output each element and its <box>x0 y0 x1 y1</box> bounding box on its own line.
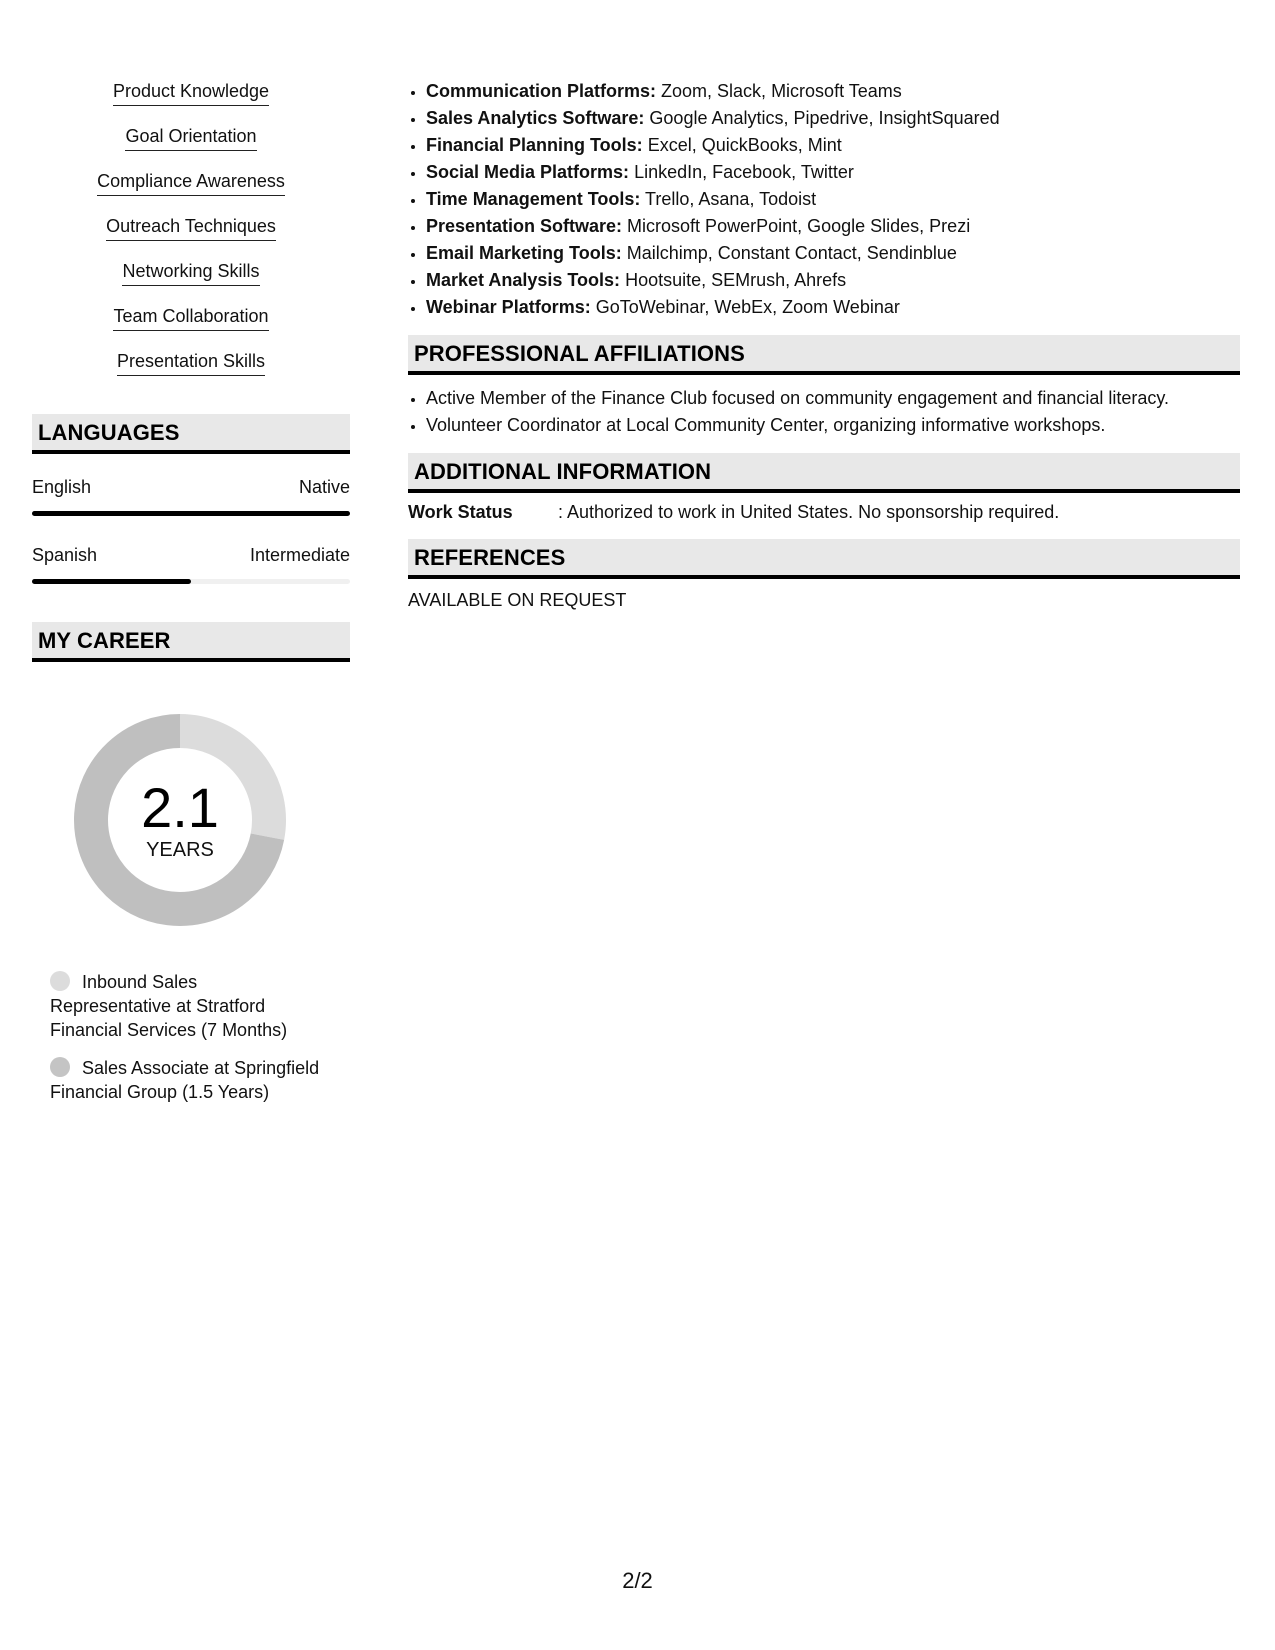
tools-list <box>408 78 1240 321</box>
skill-item <box>32 125 350 170</box>
career-legend-label: Sales Associate at Springfield Financial Group (1.5 Years) <box>50 1058 320 1102</box>
skill-item <box>32 80 350 125</box>
career-legend-item <box>50 1056 320 1104</box>
donut-center-label <box>66 778 294 862</box>
tool-item <box>426 159 1240 186</box>
tool-category: Email Marketing Tools: <box>426 243 622 263</box>
legend-dot-icon <box>50 1057 70 1077</box>
skill-item <box>32 215 350 260</box>
career-donut-chart <box>66 706 294 934</box>
tool-item <box>426 294 1240 321</box>
language-proficiency-fill <box>32 511 350 516</box>
skill-tag: Outreach Techniques <box>106 215 276 241</box>
language-name: Spanish <box>32 545 98 565</box>
skills-list <box>32 80 350 395</box>
tool-values: LinkedIn, Facebook, Twitter <box>629 162 854 182</box>
tool-category: Communication Platforms: <box>426 81 657 101</box>
tool-category: Social Media Platforms: <box>426 162 630 182</box>
tool-values: Zoom, Slack, Microsoft Teams <box>656 81 902 101</box>
tool-values: Google Analytics, Pipedrive, InsightSquared <box>644 108 1000 128</box>
language-row <box>32 476 350 498</box>
languages-heading: LANGUAGES <box>32 414 350 454</box>
page-number: 2/2 <box>622 1568 653 1593</box>
skill-tag: Product Knowledge <box>113 80 269 106</box>
skill-tag: Compliance Awareness <box>97 170 285 196</box>
career-section <box>32 622 350 1104</box>
language-proficiency-bar <box>32 511 350 516</box>
tool-category: Financial Planning Tools: <box>426 135 643 155</box>
skill-item <box>32 305 350 350</box>
left-column <box>32 80 350 1118</box>
career-heading: MY CAREER <box>32 622 350 662</box>
tool-category: Presentation Software: <box>426 216 623 236</box>
tool-category: Sales Analytics Software: <box>426 108 645 128</box>
language-row <box>32 544 350 566</box>
career-legend-label: Inbound Sales Representative at Stratford Financial Services (7 Months) <box>50 972 288 1040</box>
tool-values: Microsoft PowerPoint, Google Slides, Prezi <box>622 216 971 236</box>
language-item <box>32 544 350 584</box>
career-total-unit: YEARS <box>146 839 214 861</box>
language-proficiency-bar <box>32 579 350 584</box>
tool-item <box>426 240 1240 267</box>
tool-category: Time Management Tools: <box>426 189 641 209</box>
tool-values: GoToWebinar, WebEx, Zoom Webinar <box>590 297 900 317</box>
language-proficiency-fill <box>32 579 191 584</box>
tool-values: Hootsuite, SEMrush, Ahrefs <box>620 270 847 290</box>
tool-item <box>426 105 1240 132</box>
languages-section <box>32 414 350 584</box>
career-legend-item <box>50 970 320 1042</box>
affiliations-heading: PROFESSIONAL AFFILIATIONS <box>408 335 1240 375</box>
skill-item <box>32 170 350 215</box>
work-status-value: : Authorized to work in United States. No sponsorship required. <box>558 502 1060 522</box>
tool-category: Market Analysis Tools: <box>426 270 621 290</box>
tool-item <box>426 78 1240 105</box>
career-total-value: 2.1 <box>141 776 219 839</box>
tool-item <box>426 267 1240 294</box>
tool-values: Trello, Asana, Todoist <box>640 189 817 209</box>
tool-item <box>426 132 1240 159</box>
references-heading: REFERENCES <box>408 539 1240 579</box>
skill-tag: Team Collaboration <box>113 305 268 331</box>
affiliation-item: • Volunteer Coordinator at Local Community Center, organizing informative workshops. <box>426 412 1240 439</box>
skill-tag: Presentation Skills <box>117 350 265 376</box>
skill-item <box>32 350 350 395</box>
tool-item <box>426 213 1240 240</box>
skill-item <box>32 260 350 305</box>
language-level: Native <box>298 477 350 497</box>
affiliations-section <box>408 335 1240 439</box>
work-status-row <box>408 501 1240 523</box>
skill-tag: Goal Orientation <box>125 125 256 151</box>
right-column <box>408 78 1240 611</box>
references-text: AVAILABLE ON REQUEST <box>408 590 627 610</box>
references-section <box>408 539 1240 611</box>
tool-values: Excel, QuickBooks, Mint <box>642 135 842 155</box>
additional-info-heading: ADDITIONAL INFORMATION <box>408 453 1240 493</box>
language-item <box>32 476 350 516</box>
affiliations-list <box>408 385 1240 439</box>
tool-item <box>426 186 1240 213</box>
language-level: Intermediate <box>249 545 350 565</box>
affiliation-item: • Active Member of the Finance Club focused on community engagement and financial literacy. <box>426 385 1240 412</box>
skill-tag: Networking Skills <box>122 260 259 286</box>
legend-dot-icon <box>50 971 70 991</box>
additional-info-section <box>408 453 1240 523</box>
career-legend <box>50 970 320 1104</box>
tool-category: Webinar Platforms: <box>426 297 591 317</box>
work-status-label: Work Status <box>408 502 513 522</box>
tool-values: Mailchimp, Constant Contact, Sendinblue <box>621 243 957 263</box>
language-name: English <box>32 477 92 497</box>
